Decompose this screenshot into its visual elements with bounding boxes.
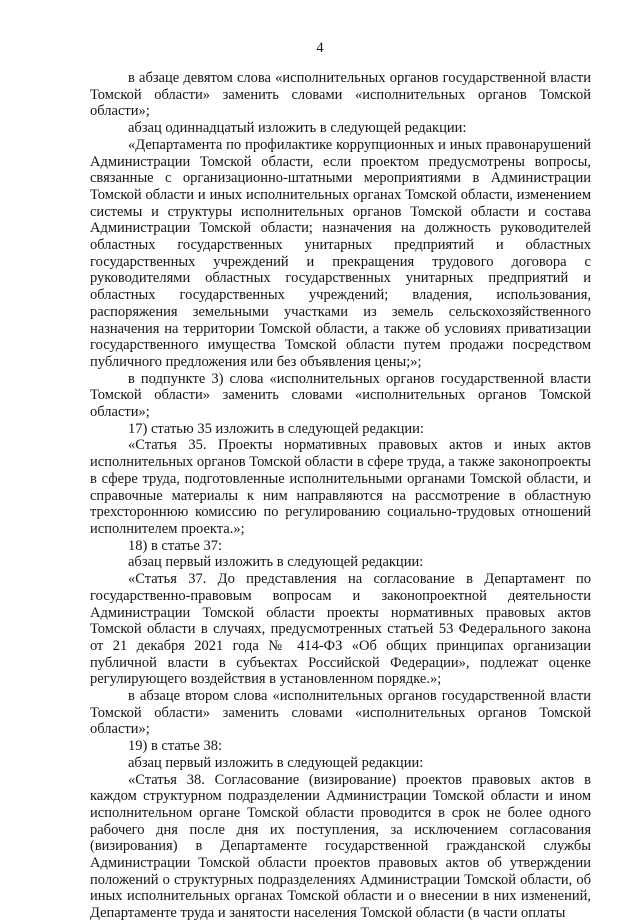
page-number: 4 — [316, 40, 324, 56]
paragraph-article-38-intro: абзац первый изложить в следующей редакции: — [128, 754, 424, 771]
paragraph-abzac-11-text: «Департамента по профилактике коррупционных и иных правонарушений Администрации Томской области, если проектом предусмотрены вопросы, связанные с организационно-штатными мероприятиями в Администрации Томской области и иных исполнительных органах Томской области, изменением системы и структуры исполнительных органов Томской области и состава Администрации Томской области; назначения на должность руководителей областных государственных унитарных предприятий и областных государственных учреждений и прекращения трудового договора с руководителями областных государственных унитарных предприятий и областных государственных учреждений; владения, использования, распоряжения земельными участками из земель сельскохозяйственного назначения на территории Томской области, а также об условиях приватизации государственного имущества Томской области путем продажи посредством публичного предложения или без объявления цены;»; — [90, 136, 591, 370]
paragraph-article-35: «Статья 35. Проекты нормативных правовых актов и иных актов исполнительных органов Томской области в сфере труда, а также законопроекты в сфере труда, подготовленные исполнительными органами Томской области, и справочные материалы к ним направляются на рассмотрение в областную трехстороннюю комиссию по регулированию социально-трудовых отношений исполнителем проекта.»; — [90, 437, 591, 537]
paragraph-item-18: 18) в статье 37: — [128, 537, 222, 554]
paragraph-abzac-11-intro: абзац одиннадцатый изложить в следующей редакции: — [128, 120, 467, 137]
paragraph-amendment-abzac-9: в абзаце девятом слова «исполнительных органов государственной власти Томской области» заменить словами «исполнительных органов Томской области»; — [90, 70, 591, 120]
paragraph-item-17: 17) статью 35 изложить в следующей редакции: — [128, 420, 424, 437]
paragraph-subitem-3: в подпункте 3) слова «исполнительных органов государственной власти Томской области» заменить словами «исполнительных органов Томской области»; — [90, 370, 591, 421]
paragraph-article-38: «Статья 38. Согласование (визирование) проектов правовых актов в каждом структурном подразделении Администрации Томской области и ином исполнительном органе Томской области проводится в срок не более одного рабочего дня после дня их поступления, за исключением согласования (визирования) в Департаменте государственной гражданской службы Администрации Томской области проектов правовых актов об утверждении положений о структурных подразделениях Администрации Томской области, об иных исполнительных органах Томской области и о внесении в них изменений, Департаменте труда и занятости населения Томской области (в части оплаты — [90, 771, 591, 922]
paragraph-item-19: 19) в статье 38: — [128, 738, 222, 755]
paragraph-abzac-2: в абзаце втором слова «исполнительных органов государственной власти Томской области» заменить словами «исполнительных органов Томской области»; — [90, 688, 591, 738]
paragraph-article-37: «Статья 37. До представления на согласование в Департамент по государственно-правовым вопросам и законопроектной деятельности Администрации Томской области проекты нормативных правовых актов Томской области в случаях, предусмотренных статьей 53 Федерального закона от 21 декабря 2021 года № 414-ФЗ «Об общих принципах организации публичной власти в субъектах Российской Федерации», подлежат оценке регулирующего воздействия в установленном порядке.»; — [90, 571, 591, 688]
document-body — [90, 70, 591, 922]
paragraph-article-37-intro: абзац первый изложить в следующей редакции: — [128, 554, 424, 571]
